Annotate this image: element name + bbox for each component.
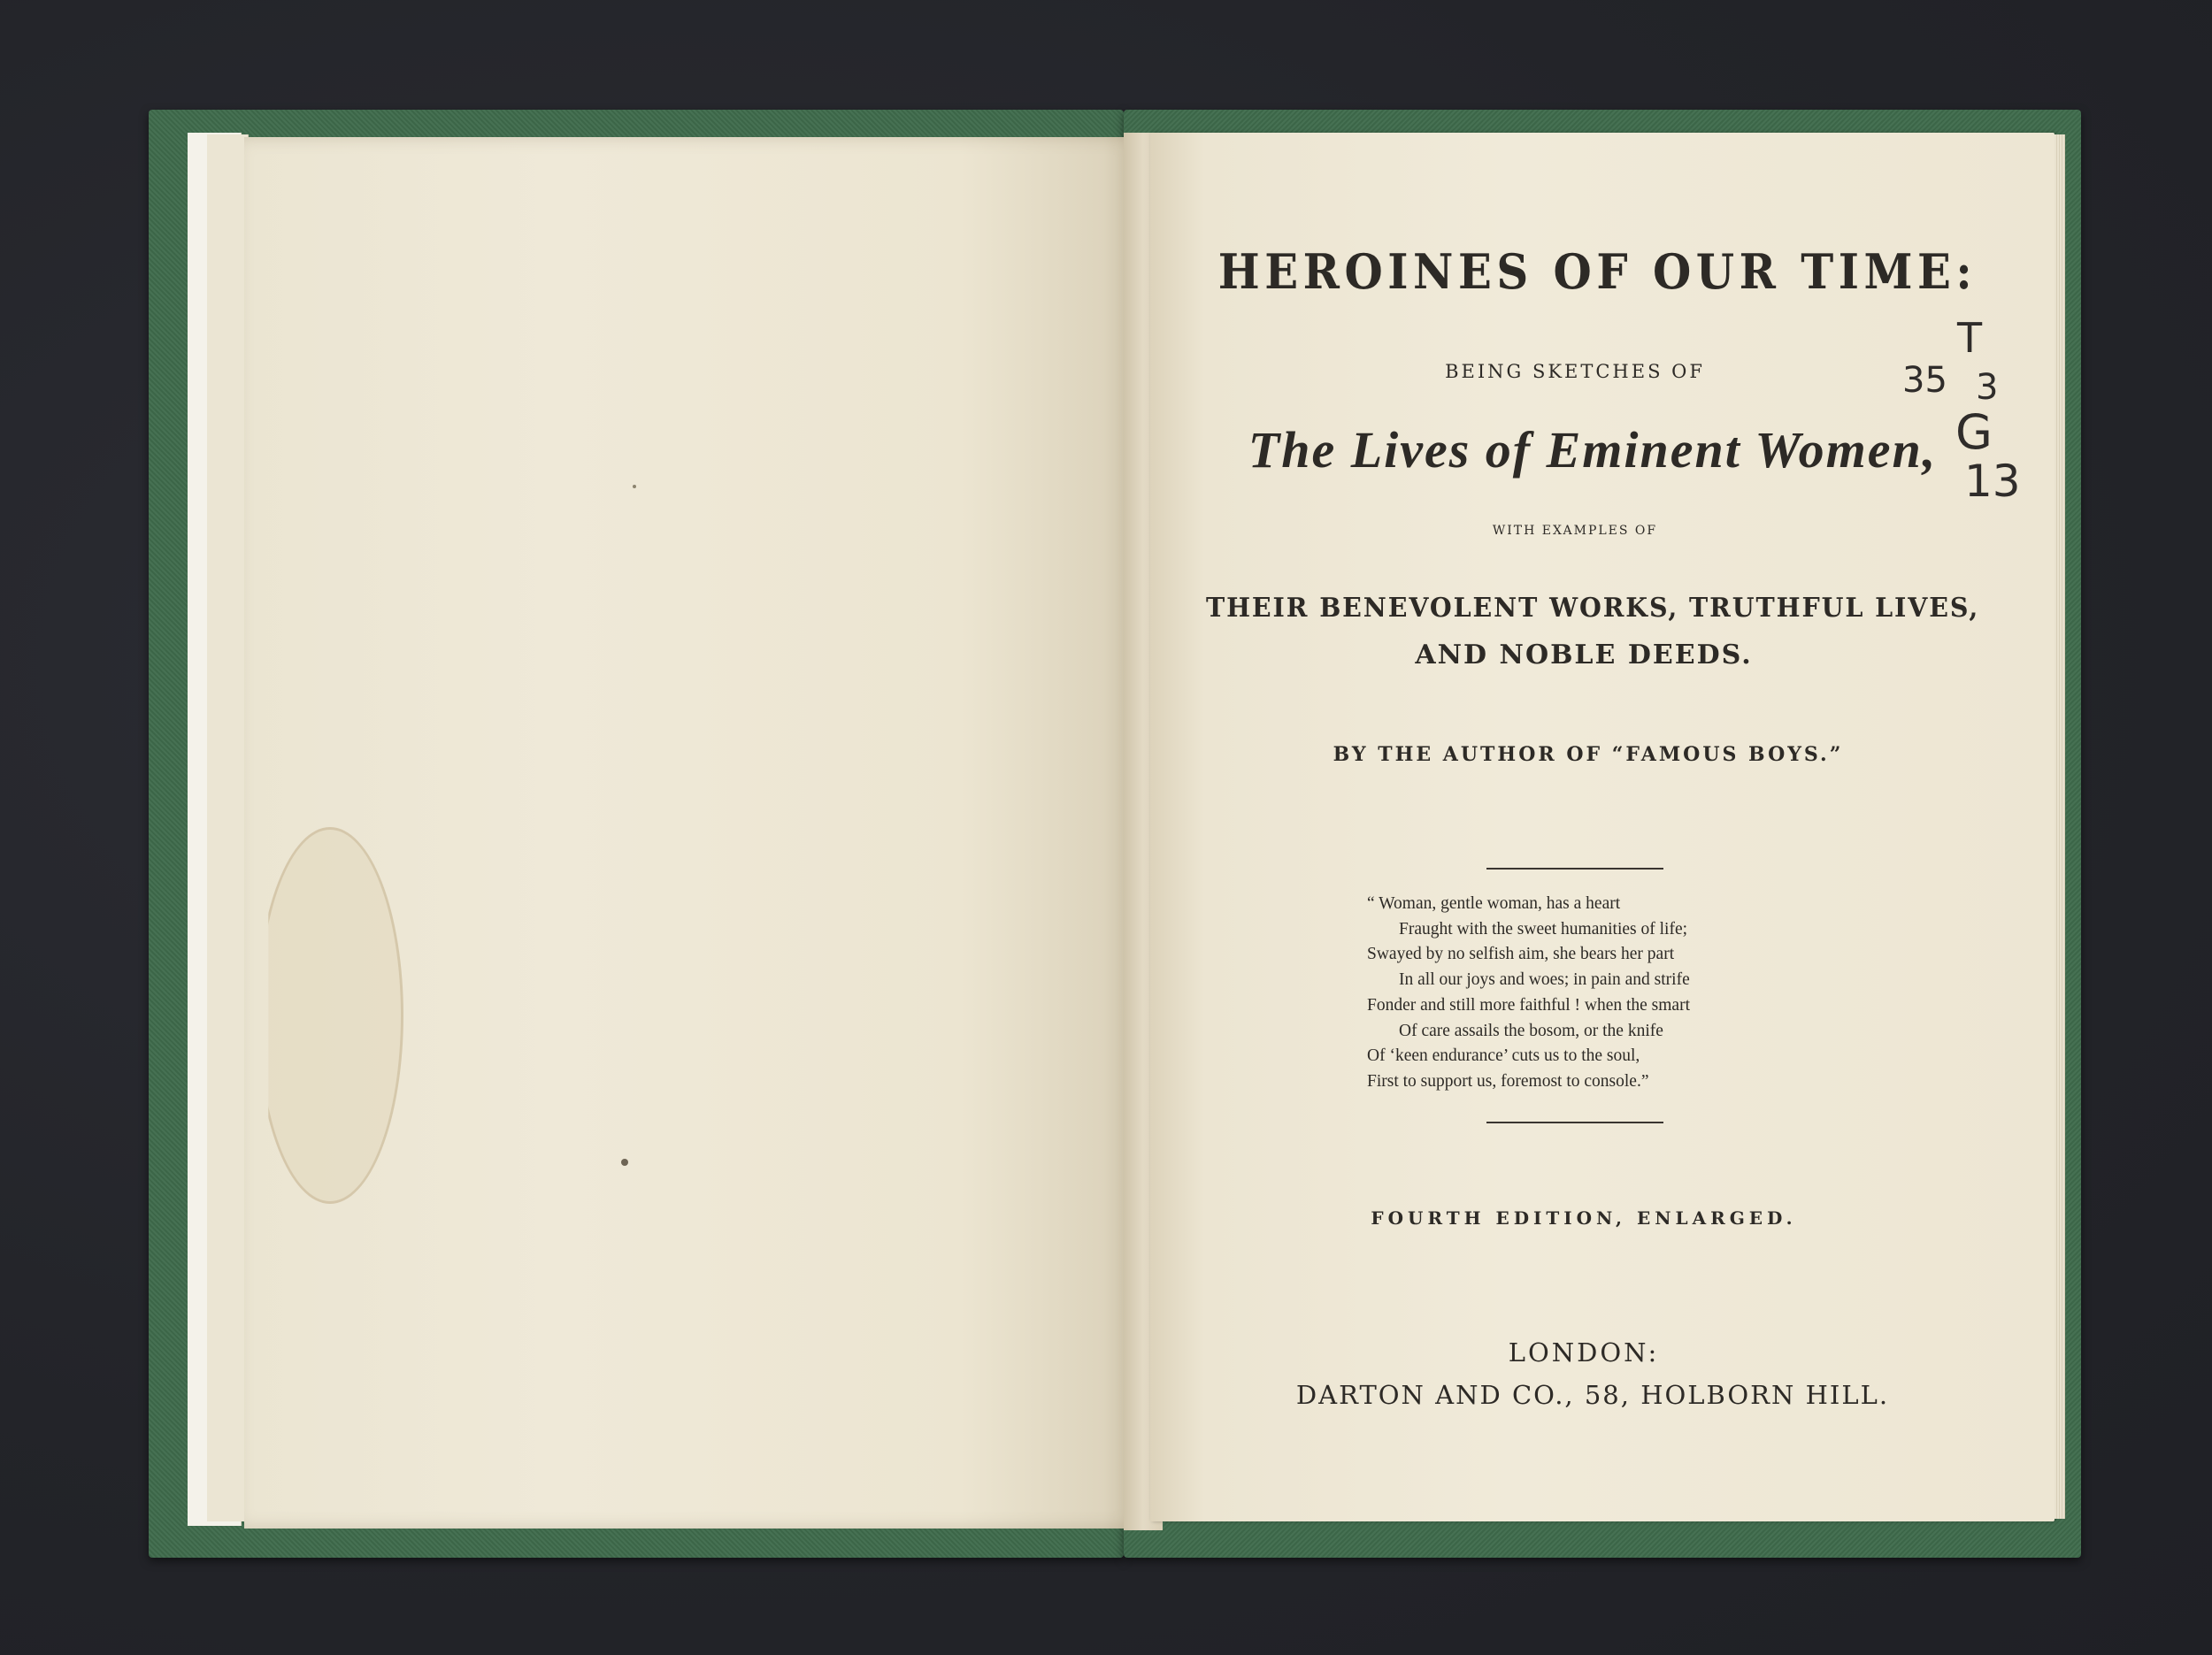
shelfmark-t: T [1957, 314, 1983, 362]
publisher-city: LONDON: [1508, 1337, 1660, 1368]
poem-line: First to support us, foremost to console.” [1367, 1071, 1649, 1091]
blank-left-page [244, 137, 1140, 1529]
works-line-1: THEIR BENEVOLENT WORKS, TRUTHFUL LIVES, [1206, 593, 1980, 624]
paper-speck [633, 485, 636, 488]
main-title: HEROINES OF OUR TIME: [1217, 243, 1978, 300]
blackletter-title: The Lives of Eminent Women, [1248, 421, 1938, 479]
shelfmark-g: G [1955, 404, 1993, 460]
right-page-edges [2055, 134, 2065, 1519]
poem-line: Of ‘keen endurance’ cuts us to the soul, [1367, 1046, 1640, 1066]
edition-line: FOURTH EDITION, ENLARGED. [1371, 1207, 1797, 1229]
water-stain [257, 827, 403, 1204]
divider-rule-top [1486, 868, 1663, 870]
epigraph-poem [1367, 892, 1845, 1095]
pencil-shelfmark [1893, 314, 2021, 517]
subtitle-with-examples: WITH EXAMPLES OF [1492, 524, 1658, 538]
poem-line: “ Woman, gentle woman, has a heart [1367, 894, 1621, 913]
publisher-address: DARTON AND CO., 58, HOLBORN HILL. [1295, 1380, 1890, 1410]
poem-line: Fonder and still more faithful ! when the smart [1367, 995, 1690, 1015]
subtitle-being-sketches: BEING SKETCHES OF [1445, 361, 1705, 382]
shelfmark-3: 3 [1976, 367, 1999, 408]
works-line-2: AND NOBLE DEEDS. [1415, 640, 1753, 670]
paper-speck [621, 1159, 628, 1166]
divider-rule-bottom [1486, 1122, 1663, 1123]
left-page-edges-inner [207, 134, 249, 1521]
shelfmark-13: 13 [1964, 456, 2021, 507]
poem-line: Fraught with the sweet humanities of life; [1399, 919, 1688, 939]
shelfmark-35: 35 [1902, 360, 1947, 401]
poem-line: In all our joys and woes; in pain and strife [1399, 970, 1690, 990]
poem-line: Of care assails the bosom, or the knife [1399, 1021, 1663, 1040]
poem-line: Swayed by no selfish aim, she bears her part [1367, 945, 1675, 964]
author-line: BY THE AUTHOR OF “FAMOUS BOYS.” [1333, 743, 1844, 766]
